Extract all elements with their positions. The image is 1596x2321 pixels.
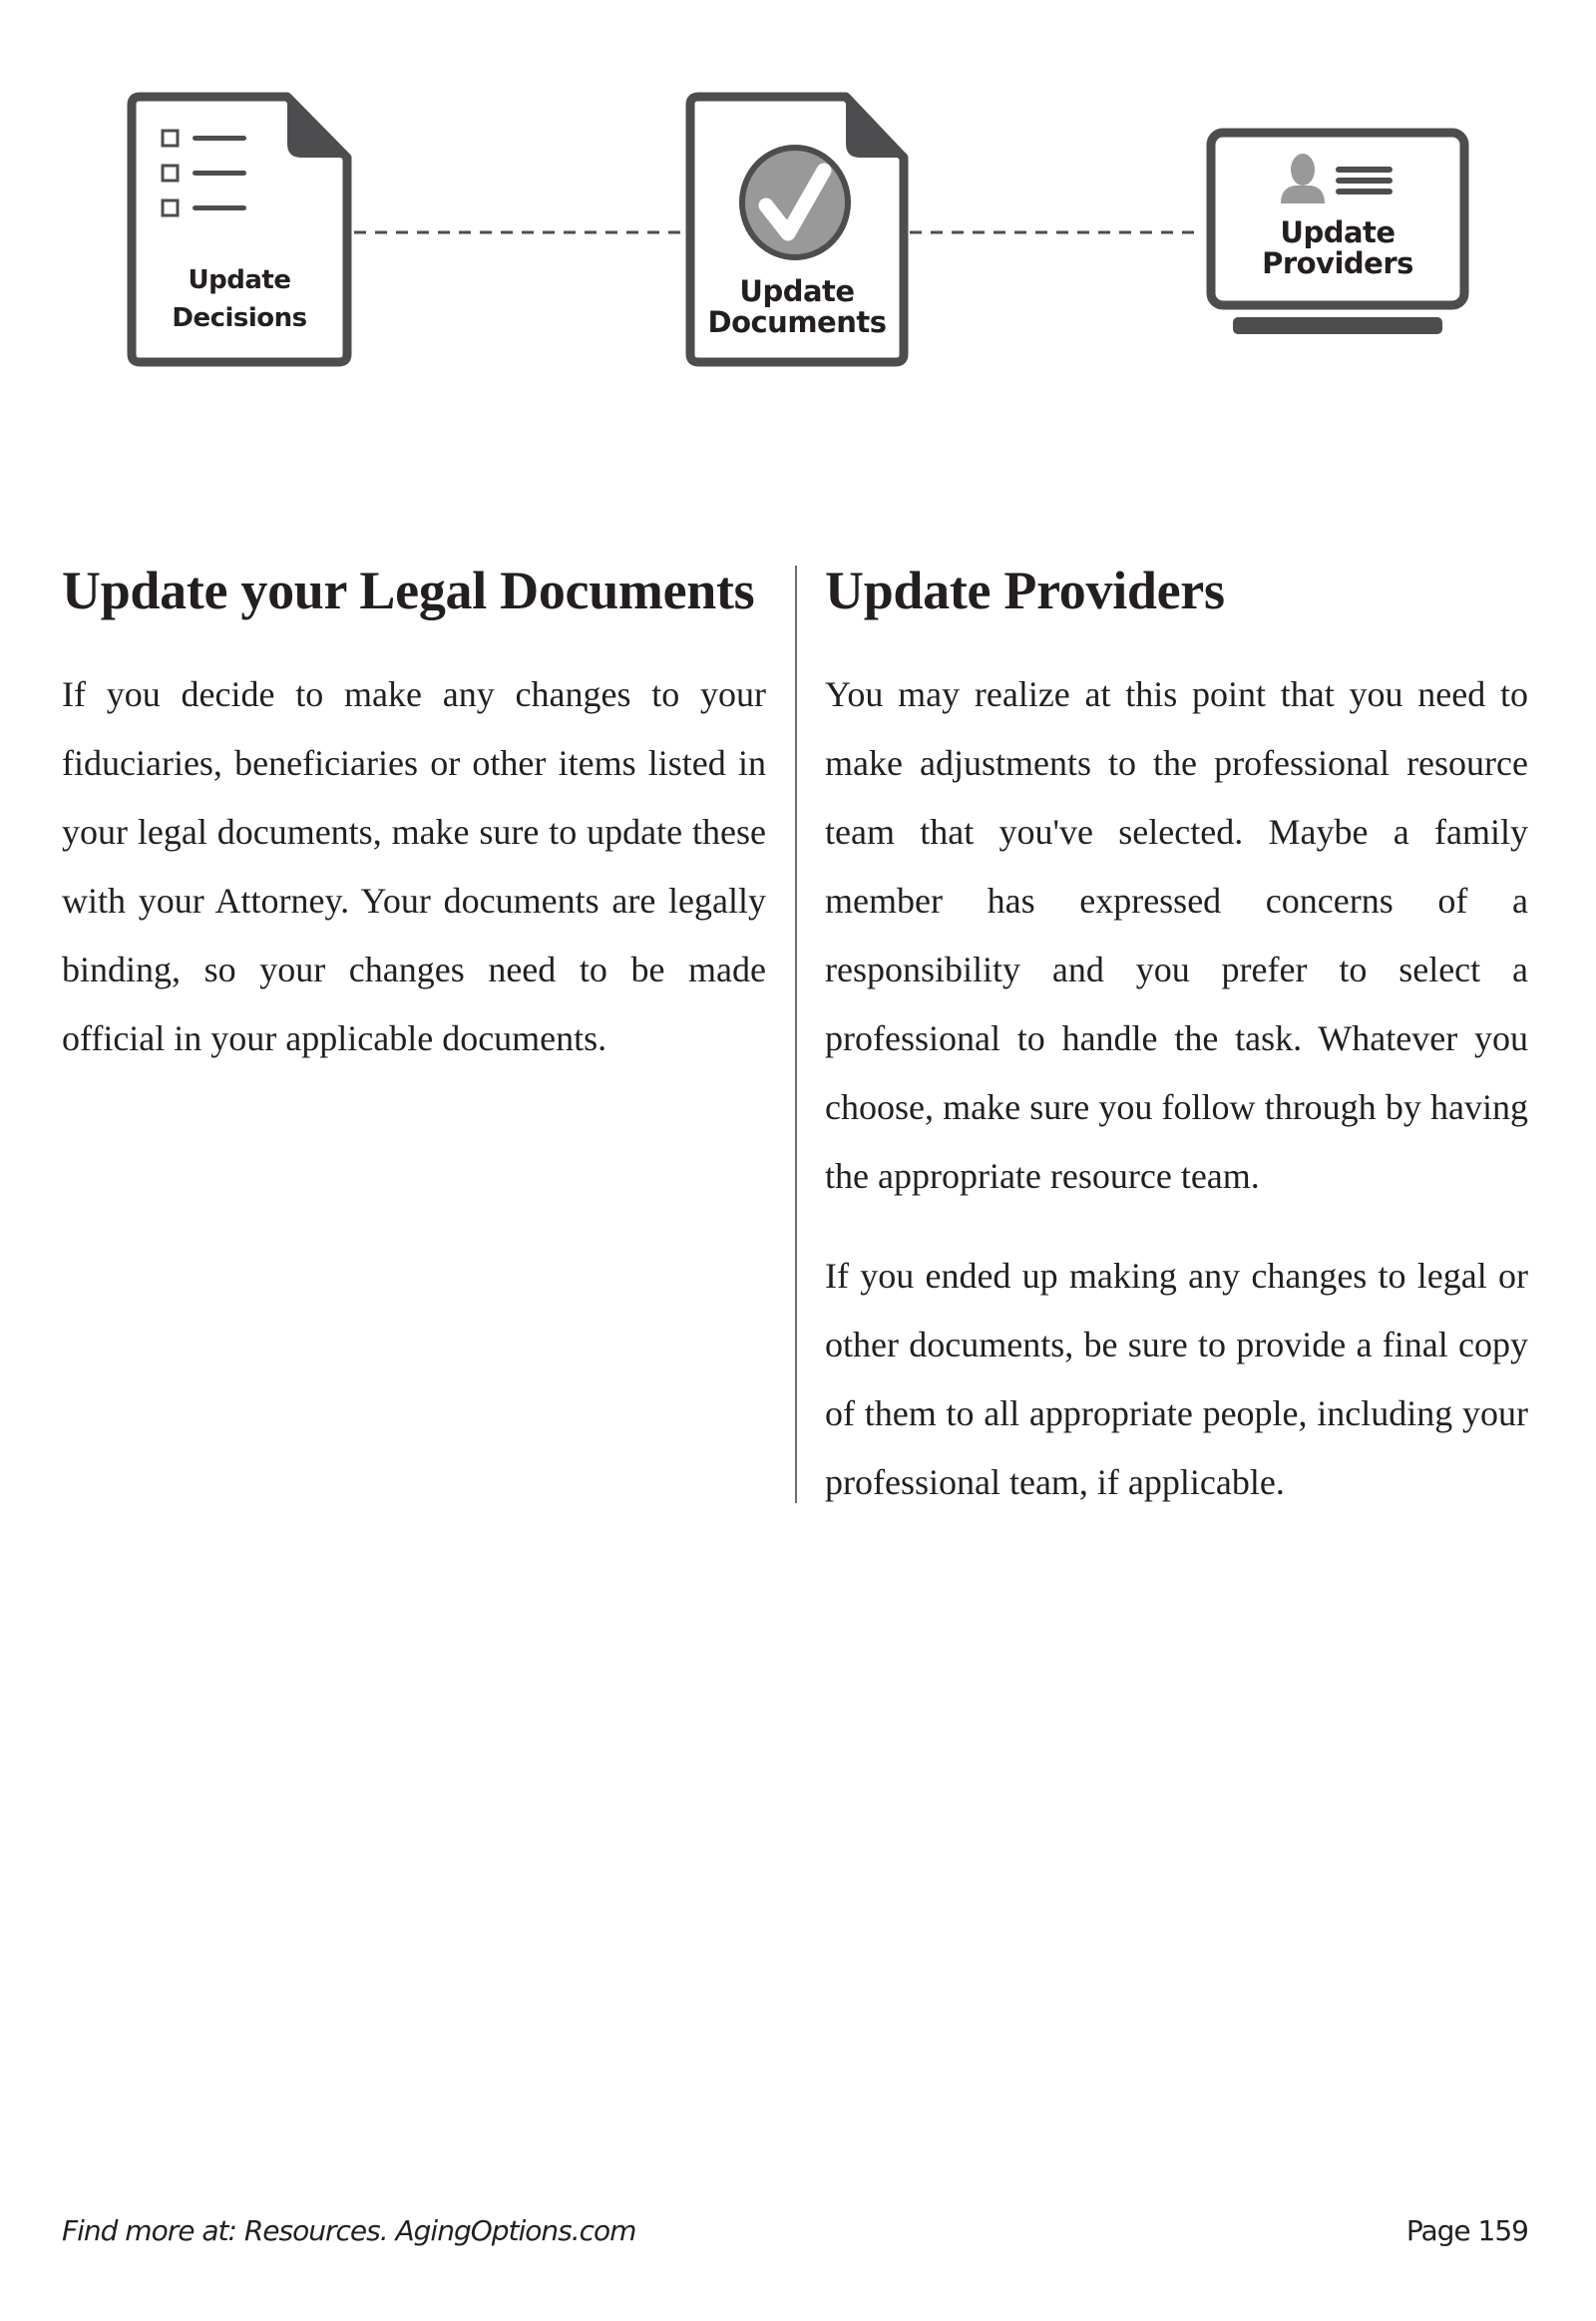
list-lines-icon [1336, 167, 1393, 194]
step-label-line: Decisions [172, 303, 307, 333]
step-label-line: Update [739, 274, 855, 308]
page-number: Page 159 [1405, 2214, 1528, 2247]
step-label-documents [690, 276, 904, 338]
right-column-paragraph-1: You may realize at this point that you need to make adjustments to the professional resource team that you've selected. Maybe a family member has expressed concerns of a responsibility and you prefer to select a professional to handle the task. Whatever you choose, make sure you follow through by having the appropriate resource team. [825, 674, 1528, 1196]
step-label-line: Documents [707, 305, 887, 339]
step-label-line: Update [188, 265, 291, 295]
right-column-paragraph-2: If you ended up making any changes to legal or other documents, be sure to provide a final copy of them to all appropriate people, including your professional team, if applicable. [825, 1256, 1528, 1502]
left-column-heading: Update your Legal Documents [62, 561, 755, 620]
column-divider [795, 566, 797, 1503]
diagram-graphics [0, 0, 1596, 419]
step-label-decisions [132, 261, 347, 337]
right-column-heading: Update Providers [825, 561, 1225, 620]
step-label-line: Providers [1262, 246, 1413, 280]
step-label-line: Update [1280, 215, 1396, 249]
step-label-providers [1211, 217, 1464, 279]
left-column-paragraph: If you decide to make any changes to your fiduciaries, beneficiaries or other items listed in your legal documents, make sure to update these with your Attorney. Your documents are legally binding, so your changes need to be made official in your applicable documents. [62, 674, 766, 1058]
footer-resource-link[interactable]: Find more at: Resources. AgingOptions.com [62, 2214, 636, 2247]
process-diagram [0, 0, 1596, 419]
monitor-stand [1233, 317, 1442, 334]
